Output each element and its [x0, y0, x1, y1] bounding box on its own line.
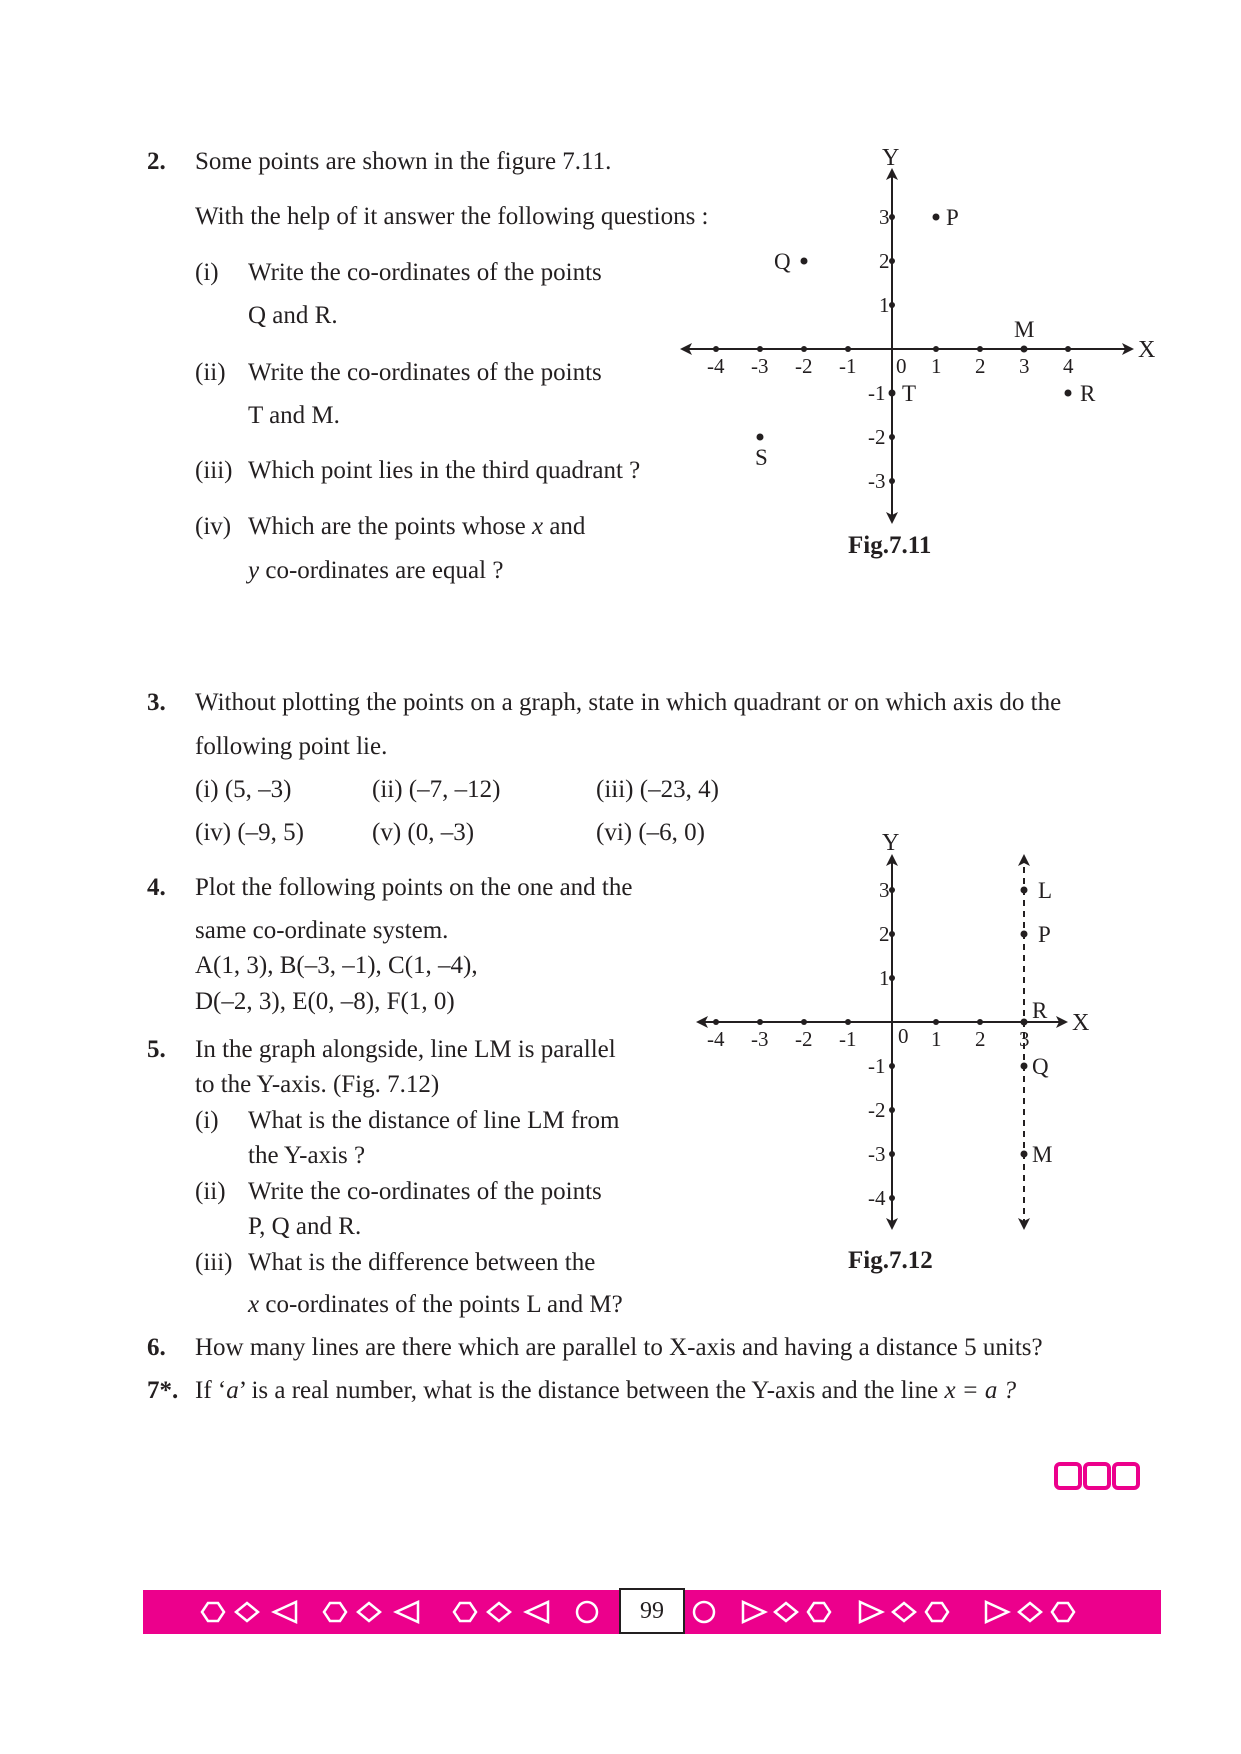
q5-part-label: (iii) [195, 1249, 233, 1276]
q2-part-text: y co-ordinates are equal ? [248, 557, 504, 584]
y-tick-mark [889, 214, 895, 220]
q5-part-text: Write the co-ordinates of the points [248, 1178, 602, 1205]
y-tick-label: 3 [879, 205, 890, 229]
point-s-label: S [755, 445, 768, 470]
x-tick-mark [977, 346, 983, 352]
y-tick-mark [889, 1151, 895, 1157]
y-tick-label: 1 [879, 966, 890, 990]
question-7-text: If ‘a’ is a real number, what is the distance between the Y-axis and the line x = a ? [195, 1377, 1017, 1404]
x-tick-mark [845, 1019, 851, 1025]
x-tick-mark [713, 346, 719, 352]
x-tick-mark [933, 1019, 939, 1025]
point-p-label: P [1038, 922, 1051, 947]
x-tick-label: 2 [975, 1027, 986, 1051]
x-axis-label: X [1138, 337, 1156, 363]
y-tick-mark [889, 434, 895, 440]
q3-item: (vi) (–6, 0) [596, 819, 705, 846]
x-tick-label: -1 [839, 354, 857, 378]
y-tick-mark [889, 258, 895, 264]
x-tick-label: -3 [751, 354, 769, 378]
x-tick-label: -1 [839, 1027, 857, 1051]
y-tick-label: -2 [868, 425, 886, 449]
x-tick-mark [801, 346, 807, 352]
point-r-marker [1065, 390, 1072, 397]
point-l-label: L [1038, 878, 1053, 903]
origin-label: 0 [896, 354, 907, 378]
y-tick-mark [889, 1107, 895, 1113]
q5-part-text: x co-ordinates of the points L and M? [248, 1291, 623, 1318]
point-p-marker [1021, 931, 1028, 938]
point-m-marker [1021, 1151, 1028, 1158]
question-3-text: Without plotting the points on a graph, state in which quadrant or on which axis do the [195, 689, 1062, 716]
x-tick-mark [757, 346, 763, 352]
q2-part-text: Write the co-ordinates of the points [248, 259, 602, 286]
point-m-label: M [1014, 317, 1035, 342]
x-tick-label: -3 [751, 1027, 769, 1051]
x-tick-label: -2 [795, 1027, 813, 1051]
question-4-number: 4. [147, 874, 166, 901]
x-tick-label: 3 [1019, 1027, 1030, 1051]
x-tick-mark [977, 1019, 983, 1025]
point-s-marker [757, 434, 764, 441]
figure-caption: Fig.7.11 [848, 532, 932, 559]
question-7-number: 7*. [147, 1377, 179, 1404]
y-tick-label: 3 [879, 878, 890, 902]
x-tick-label: -4 [707, 1027, 725, 1051]
question-5-number: 5. [147, 1036, 166, 1063]
y-tick-label: -1 [868, 381, 886, 405]
y-tick-mark [889, 887, 895, 893]
question-2-stem: Some points are shown in the figure 7.11. [195, 148, 612, 175]
footer-right-decoration-icon [690, 1590, 1110, 1634]
x-tick-mark [713, 1019, 719, 1025]
point-p-marker [933, 214, 940, 221]
question-4-text: Plot the following points on the one and the [195, 874, 633, 901]
question-2-number: 2. [147, 148, 166, 175]
y-tick-label: -1 [868, 1054, 886, 1078]
q5-part-text: the Y-axis ? [248, 1142, 366, 1169]
point-m-label: M [1032, 1142, 1053, 1167]
point-l-marker [1021, 887, 1028, 894]
point-t-marker [889, 390, 896, 397]
x-tick-label: 3 [1019, 354, 1030, 378]
y-tick-mark [889, 931, 895, 937]
x-axis-label: X [1072, 1010, 1090, 1036]
footer-left-decoration-icon [196, 1590, 616, 1634]
x-tick-label: 2 [975, 354, 986, 378]
y-tick-label: 2 [879, 249, 890, 273]
figure-7-11-graph [670, 140, 1160, 570]
point-t-label: T [902, 381, 917, 406]
x-tick-mark [801, 1019, 807, 1025]
question-5-text: In the graph alongside, line LM is parallel [195, 1036, 616, 1063]
q2-part-label: (iv) [195, 513, 232, 540]
figure-7-12-graph [690, 825, 1110, 1245]
figure-caption: Fig.7.12 [848, 1247, 933, 1274]
question-3-text: following point lie. [195, 733, 388, 760]
y-tick-mark [889, 478, 895, 484]
q3-item: (iii) (–23, 4) [596, 776, 719, 803]
q2-part-label: (ii) [195, 359, 226, 386]
question-4-text: same co-ordinate system. [195, 917, 449, 944]
point-q-label: Q [1032, 1054, 1049, 1079]
point-r-label: R [1080, 381, 1096, 406]
y-tick-label: 1 [879, 293, 890, 317]
q5-part-text: P, Q and R. [248, 1213, 362, 1240]
q2-part-text: Q and R. [248, 302, 338, 329]
q2-part-label: (i) [195, 259, 219, 286]
point-q-marker [1021, 1063, 1028, 1070]
origin-label: 0 [898, 1024, 909, 1048]
y-axis-label: Y [882, 830, 900, 856]
point-p-label: P [946, 205, 959, 230]
question-2-instruction: With the help of it answer the following questions : [195, 203, 709, 230]
x-tick-label: 1 [931, 1027, 942, 1051]
y-tick-label: -3 [868, 1142, 886, 1166]
q5-part-label: (i) [195, 1107, 219, 1134]
q3-item: (ii) (–7, –12) [372, 776, 501, 803]
y-tick-label: -3 [868, 469, 886, 493]
question-5-text: to the Y-axis. (Fig. 7.12) [195, 1071, 440, 1098]
q5-part-text: What is the distance of line LM from [248, 1107, 620, 1134]
point-q-label: Q [774, 249, 791, 274]
q3-item: (iv) (–9, 5) [195, 819, 304, 846]
q5-part-label: (ii) [195, 1178, 226, 1205]
question-4-points: D(–2, 3), E(0, –8), F(1, 0) [195, 988, 455, 1015]
q2-part-label: (iii) [195, 457, 233, 484]
question-6-text: How many lines are there which are parallel to X-axis and having a distance 5 units? [195, 1334, 1043, 1361]
x-tick-label: -4 [707, 354, 725, 378]
y-tick-label: -2 [868, 1098, 886, 1122]
point-r-label: R [1032, 998, 1048, 1023]
y-tick-mark [889, 1063, 895, 1069]
point-r-marker [1021, 1019, 1028, 1026]
y-tick-label: -4 [868, 1186, 886, 1210]
q2-part-text: Write the co-ordinates of the points [248, 359, 602, 386]
question-6-number: 6. [147, 1334, 166, 1361]
question-4-points: A(1, 3), B(–3, –1), C(1, –4), [195, 952, 478, 979]
y-tick-mark [889, 302, 895, 308]
y-tick-mark [889, 1195, 895, 1201]
q3-item: (i) (5, –3) [195, 776, 292, 803]
point-q-marker [801, 258, 808, 265]
x-tick-label: 4 [1063, 354, 1074, 378]
x-tick-mark [933, 346, 939, 352]
end-of-exercise-squares-icon [1054, 1462, 1144, 1492]
y-tick-label: 2 [879, 922, 890, 946]
q5-part-text: What is the difference between the [248, 1249, 596, 1276]
x-tick-mark [757, 1019, 763, 1025]
point-m-marker [1021, 346, 1028, 353]
x-tick-mark [1065, 346, 1071, 352]
q3-item: (v) (0, –3) [372, 819, 475, 846]
x-tick-label: -2 [795, 354, 813, 378]
y-tick-mark [889, 975, 895, 981]
x-tick-label: 1 [931, 354, 942, 378]
q2-part-text: Which point lies in the third quadrant ? [248, 457, 641, 484]
y-axis-label: Y [882, 145, 900, 171]
question-3-number: 3. [147, 689, 166, 716]
x-tick-mark [845, 346, 851, 352]
q2-part-text: T and M. [248, 402, 340, 429]
q2-part-text: Which are the points whose x and [248, 513, 586, 540]
page-number: 99 [619, 1588, 685, 1634]
